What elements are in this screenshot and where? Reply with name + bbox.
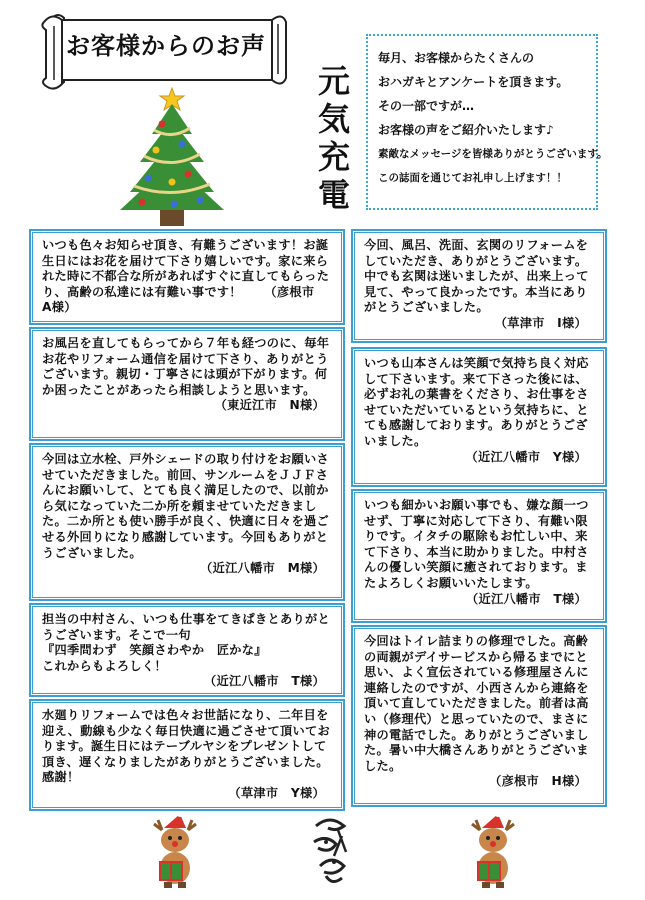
reindeer-gift-icon [144, 812, 206, 890]
testimonial-card [354, 350, 604, 484]
intro-line: この誌面を通じてお礼申し上げます！！ [378, 172, 567, 184]
testimonial-signature: （彦根市 H様） [489, 774, 587, 789]
intro-line: 素敵なメッセージを皆様ありがとうございます。 [378, 148, 608, 160]
testimonial-card [32, 232, 342, 322]
testimonial-signature: （草津市 I様） [494, 315, 587, 330]
testimonial-card [32, 702, 342, 808]
testimonial-card [354, 628, 604, 804]
testimonial-text: 今回、風呂、洗面、玄関のリフォームをしていただき、ありがとうございます。中でも玄関は迷いましたが、出来上って見て、やって良かったです。本当にありがとうございました。 [364, 238, 589, 315]
testimonial-signature: （東近江市 N様） [214, 398, 325, 413]
intro-line: 毎月、お客様からたくさんの [378, 51, 535, 65]
intro-line: その一部ですが… [378, 99, 475, 113]
testimonial-card [354, 232, 604, 340]
testimonial-text: いつも色々お知らせ頂き、有難うございます！お誕生日にはお花を届けて下さり嬉しいです。家に来られた時に不都合な所があればすぐに直してもらったり、高齢の私達には有難い事です！ [42, 238, 330, 299]
testimonial-text: いつも山本さんは笑顔で気持ち良く対応して下さいます。来て下さった後には、必ずお礼の葉書をくださり、お仕事をさせていただいているという気持ちに、とても感謝しております。ありがとうございました。 [364, 356, 589, 448]
testimonial-signature: （近江八幡市 T様） [203, 674, 325, 689]
logo-mark-icon [306, 812, 354, 888]
testimonial-text: 担当の中村さん、いつも仕事をてきぱきとありがとうございます。そこで一句 『四季問わず 笑顔さわやか 匠かな』 これからもよろしく！ [42, 612, 330, 673]
testimonial-signature: （近江八幡市 T様） [465, 591, 587, 606]
vertical-char: 電 [317, 176, 350, 214]
vertical-char: 充 [317, 138, 350, 176]
christmas-tree-icon [112, 84, 232, 232]
testimonial-text: 今回は立水栓、戸外シェードの取り付けをお願いさせていただきました。前回、サンルームをＪＪＦさんにお願いして、とても良く満足したので、以前から気になっていた二か所を頼ませていただきました。二か所とも使い勝手が良く、快適に日々を過ごせる外回りになり感謝しています。今回もありがとうございました。 [42, 452, 329, 560]
testimonial-text: 今回はトイレ詰まりの修理でした。高齢の両親がデイサービスから帰るまでにと思い、よく宣伝されている修理屋さんに連絡したのですが、小西さんから連絡を頂いて直していただきました。前者は高い（修理代）と思っていたので、まさに神の電話でした。ありがとうございました。暑い中大橋さんありがとうございました。 [364, 634, 589, 773]
testimonial-signature: （近江八幡市 Y様） [465, 449, 587, 464]
page-title: お客様からのお声 [66, 32, 266, 60]
testimonial-signature: （彦根市 A様） [42, 284, 327, 315]
testimonial-signature: （近江八幡市 M様） [200, 561, 325, 576]
testimonial-card [354, 492, 604, 620]
testimonial-text: お風呂を直してもらってから７年も経つのに、毎年お花やリフォーム通信を届けて下さり、ありがとうございます。親切・丁寧さには頭が下がります。何か困ったことがあったら相談しようと思います。 [42, 336, 330, 397]
intro-line: お客様の声をご紹介いたします♪ [378, 123, 554, 137]
intro-box [366, 34, 608, 210]
vertical-heading [314, 62, 354, 214]
testimonial-text: 水廻りリフォームでは色々お世話になり、二年目を迎え、動線も少なく毎日快適に過ごさせて頂いております。誕生日にはテーブルヤシをプレゼントして頂き、遅くなりましたがありがとうございました。感謝！ [42, 708, 330, 785]
testimonial-card [32, 330, 342, 438]
intro-line: おハガキとアンケートを頂きます。 [378, 75, 569, 89]
vertical-char: 気 [317, 100, 350, 138]
testimonial-card [32, 606, 342, 694]
reindeer-gift-icon [462, 812, 524, 890]
vertical-char: 元 [317, 62, 350, 100]
testimonial-text: いつも細かいお願い事でも、嫌な顔一つせず、丁寧に対応して下さり、有難い限りです。イタチの駆除もお忙しい中、来て下さり、本当に助かりました。中村さんの優しい笑顔に癒されております。またよろしくお願いいたします。 [364, 498, 589, 590]
testimonial-signature: （草津市 Y様） [228, 785, 325, 800]
testimonial-card [32, 446, 342, 598]
